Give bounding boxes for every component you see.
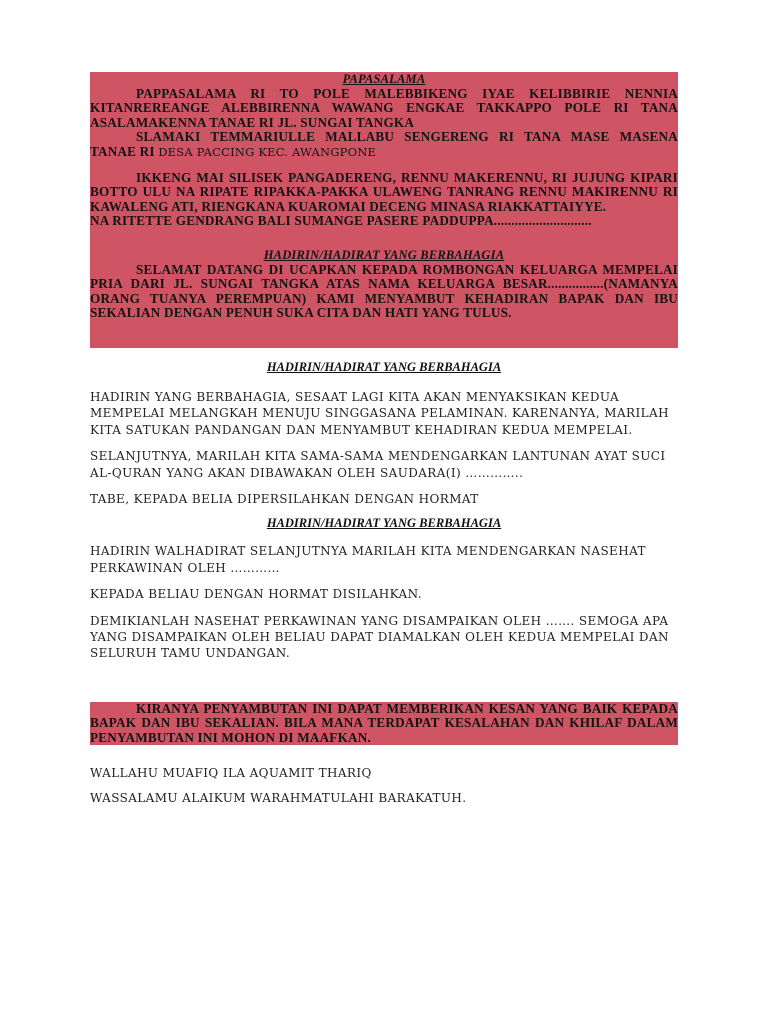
section2-paragraph-1: HADIRIN WALHADIRAT SELANJUTNYA MARILAH KITA MENDENGARKAN NASEHAT PERKAWINAN OLEH ………… (90, 544, 646, 575)
section1-paragraph-2: SELANJUTNYA, MARILAH KITA SAMA-SAMA MENDENGARKAN LANTUNAN AYAT SUCI AL-QURAN YANG AKAN DIBAWAKAN OLEH SAUDARA(I) ………….. (90, 449, 666, 480)
opening-paragraph-1: PAPPASALAMA RI TO POLE MALEBBIKENG IYAE KELIBBIRIE NENNIA KITANREREANGE ALEBBIRENNA WAWANG ENGKAE TAKKAPPO POLE RI TANA ASALAMAKENNA TANAE RI JL. SUNGAI TANGKA (90, 85, 678, 130)
closing-line-2: WASSALAMU ALAIKUM WARAHMATULAHI BARAKATUH. (90, 791, 467, 806)
opening-paragraph-4: NA RITETTE GENDRANG BALI SUMANGE PASERE PADDUPPA............................ (90, 213, 592, 229)
highlighted-opening-block (90, 72, 678, 348)
section2-paragraph-3: DEMIKIANLAH NASEHAT PERKAWINAN YANG DISAMPAIKAN OLEH ……. SEMOGA APA YANG DISAMPAIKAN OLEH BELIAU DAPAT DIAMALKAN OLEH KEDUA MEMPELAI DAN SELURUH TAMU UNDANGAN. (90, 613, 669, 661)
section1-paragraph-1: HADIRIN YANG BERBAHAGIA, SESAAT LAGI KITA AKAN MENYAKSIKAN KEDUA MEMPELAI MELANGKAH MENUJU SINGGASANA PELAMINAN. KARENANYA, MARILAH KITA SATUKAN PANDANGAN DAN MENYAMBUT KEHADIRAN KEDUA MEMPELAI. (90, 390, 669, 437)
section2-paragraph-2: KEPADA BELIAU DENGAN HORMAT DISILAHKAN. (90, 587, 422, 602)
highlighted-closing-block (90, 702, 678, 745)
opening-heading: HADIRIN/HADIRAT YANG BERBAHAGIA (263, 247, 505, 262)
document-title: PAPASALAMA (342, 72, 426, 86)
opening-paragraph-2-location: DESA PACCING KEC. AWANGPONE (158, 144, 377, 159)
section1-paragraph-3: TABE, KEPADA BELIA DIPERSILAHKAN DENGAN HORMAT (90, 492, 479, 507)
closing-line-1: WALLAHU MUAFIQ ILA AQUAMIT THARIQ (90, 765, 372, 780)
closing-highlight-paragraph: KIRANYA PENYAMBUTAN INI DAPAT MEMBERIKAN KESAN YANG BAIK KEPADA BAPAK DAN IBU SEKALIAN. BILA MANA TERDAPAT KESALAHAN DAN KHILAF DALAM PENYAMBUTAN INI MOHON DI MAAFKAN. (90, 700, 678, 746)
opening-paragraph-2-text: SLAMAKI TEMMARIULLE MALLABU SENGERENG RI TANA MASE MASENA TANAE RI (90, 129, 678, 159)
section-heading-2: HADIRIN/HADIRAT YANG BERBAHAGIA (266, 516, 502, 531)
opening-paragraph-2 (90, 130, 678, 159)
welcome-paragraph: SELAMAT DATANG DI UCAPKAN KEPADA ROMBONGAN KELUARGA MEMPELAI PRIA DARI JL. SUNGAI TANGKA ATAS NAMA KELUARGA BESAR................(NAMANYA ORANG TUANYA PEREMPUAN) KAMI MENYAMBUT KEHADIRAN BAPAK DAN IBU SEKALIAN DENGAN PENUH SUKA CITA DAN HATI YANG TULUS. (90, 261, 678, 321)
opening-paragraph-3: IKKENG MAI SILISEK PANGADERENG, RENNU MAKERENNU, RI JUJUNG KIPARI BOTTO ULU NA RIPATE RIPAKKA-PAKKA ULAWENG TANRANG RENNU MAKIRENNU RI KAWALENG ATI, RIENGKANA KUAROMAI DECENG MINASA RIAKKATTAIYYE. (90, 169, 678, 214)
section-heading-1: HADIRIN/HADIRAT YANG BERBAHAGIA (266, 360, 502, 374)
document-page (90, 72, 678, 807)
